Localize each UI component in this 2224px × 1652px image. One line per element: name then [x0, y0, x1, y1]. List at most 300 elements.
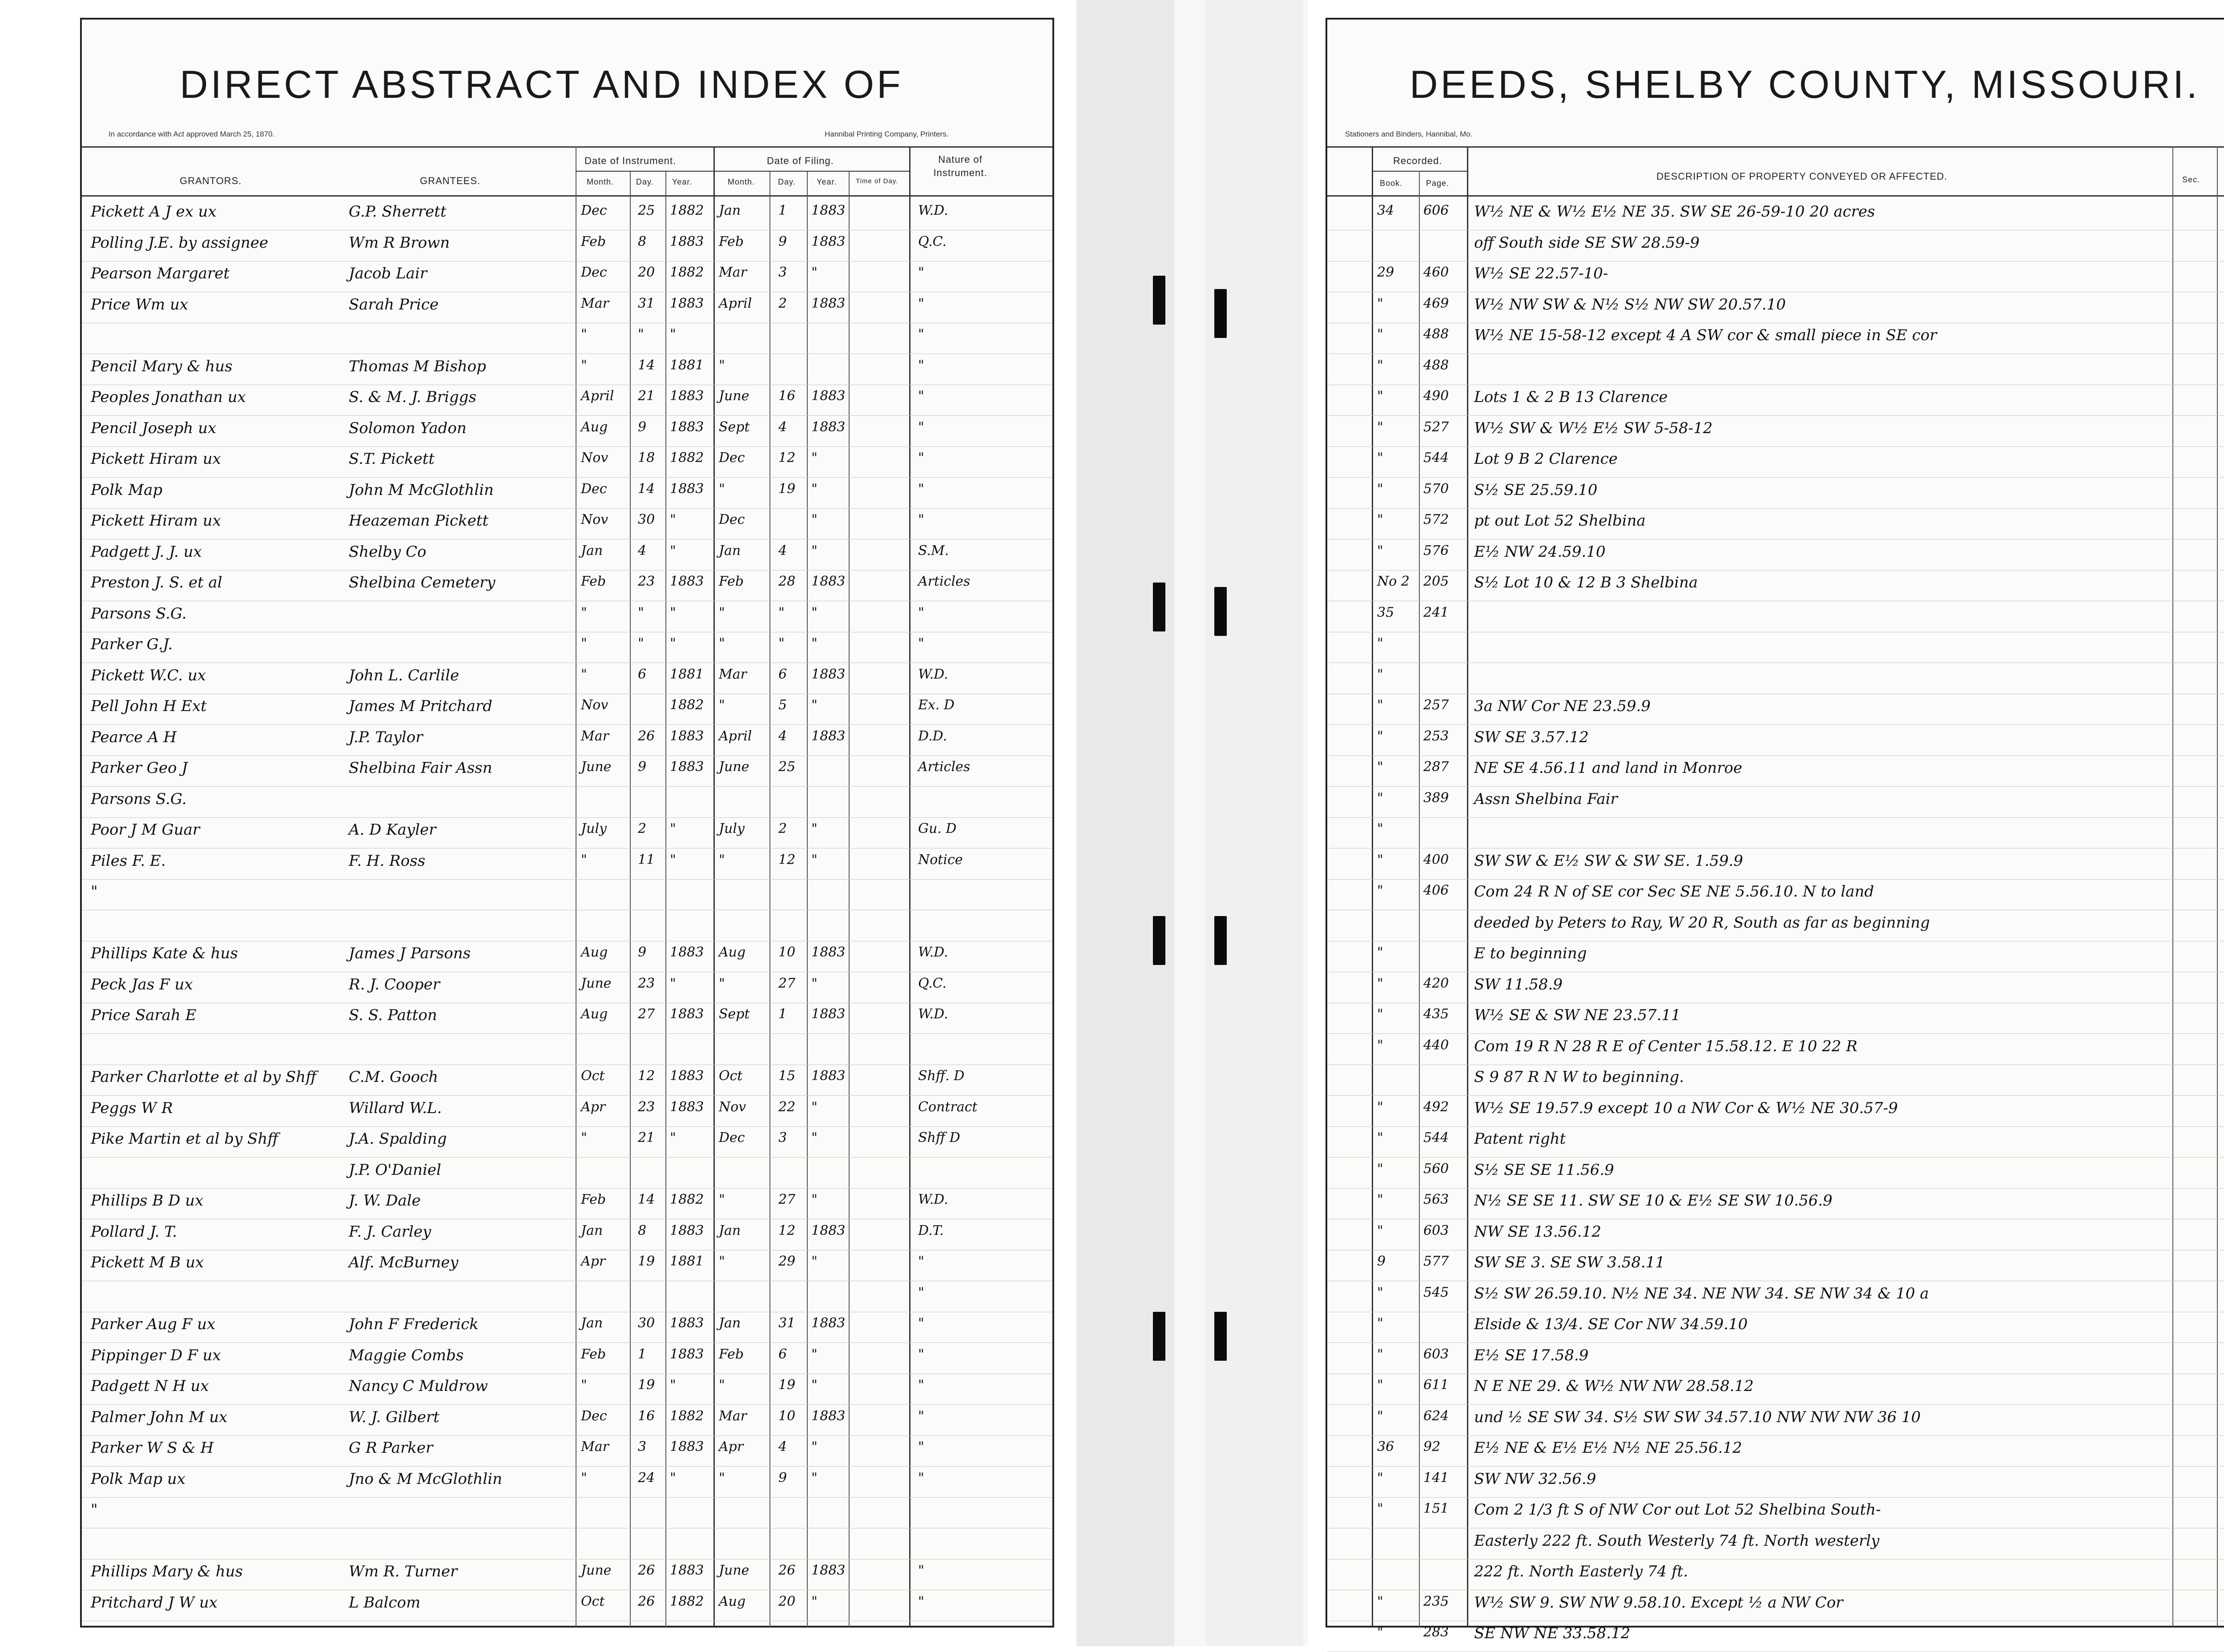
column-rule	[1419, 171, 1420, 1627]
grantees-header: GRANTEES.	[420, 175, 481, 186]
grantee-cell: L Balcom	[349, 1593, 421, 1612]
grantor-cell: Padgett N H ux	[91, 1377, 209, 1395]
grantor-cell: Pearce A H	[91, 728, 177, 746]
book-cell: "	[1377, 481, 1383, 497]
instrument-day-cell: 9	[638, 419, 647, 435]
instrument-day-cell: 27	[638, 1006, 655, 1022]
page-cell: 560	[1423, 1161, 1449, 1177]
instrument-year-cell: 1883	[670, 1006, 704, 1022]
filing-year-cell: "	[811, 852, 818, 868]
filing-year-cell: "	[811, 975, 818, 991]
instrument-month-cell: June	[581, 975, 612, 991]
header-rule	[82, 146, 1052, 148]
nature-cell: "	[918, 1254, 924, 1269]
description-cell: SW 11.58.9	[1474, 975, 1563, 993]
filing-day-cell: 12	[778, 852, 796, 868]
description-cell: W½ NE 15-58-12 except 4 A SW cor & small piece in SE cor	[1474, 326, 1937, 344]
instrument-month-cell: Apr	[581, 1254, 606, 1269]
ruled-line	[1327, 1126, 2224, 1127]
page-cell: 460	[1423, 265, 1449, 280]
filing-day-cell: 5	[778, 697, 787, 713]
ruled-line	[82, 1126, 1052, 1127]
filing-day-cell: 1	[778, 203, 787, 218]
page-cell: 606	[1423, 203, 1449, 218]
description-cell: E½ NE & E½ E½ N½ NE 25.56.12	[1474, 1439, 1742, 1457]
grantee-cell: Jacob Lair	[349, 265, 427, 282]
page-cell: 241	[1423, 604, 1449, 620]
nature-cell: W.D.	[918, 1192, 948, 1207]
instrument-day-cell: 9	[638, 759, 647, 775]
book-cell: "	[1377, 357, 1383, 373]
ruled-line	[1327, 1497, 2224, 1498]
binding-hole	[1214, 1312, 1227, 1361]
ruled-line	[1327, 1095, 2224, 1096]
grantor-cell: Pollard J. T.	[91, 1222, 177, 1241]
instrument-year-cell: "	[670, 604, 676, 620]
page-cell: 603	[1423, 1222, 1449, 1238]
book-cell: "	[1377, 1284, 1383, 1300]
page-cell: 527	[1423, 419, 1449, 435]
grantee-cell: Sarah Price	[349, 295, 439, 314]
nature-cell: D.T.	[918, 1222, 944, 1238]
description-cell: S½ Lot 10 & 12 B 3 Shelbina	[1474, 574, 1698, 591]
instrument-month-cell: Dec	[581, 203, 607, 218]
page-cell: 440	[1423, 1037, 1449, 1053]
grantor-cell: Pickett W.C. ux	[91, 666, 206, 684]
grantee-cell: R. J. Cooper	[349, 975, 440, 993]
filing-year-cell: "	[811, 1377, 818, 1393]
nature-cell: Articles	[918, 574, 971, 589]
description-cell: E½ SE 17.58.9	[1474, 1346, 1589, 1364]
gutter-shadow	[1076, 0, 1174, 1646]
description-cell: SE NW NE 33.58.12	[1474, 1624, 1631, 1642]
instrument-day-cell: 12	[638, 1068, 655, 1084]
filing-month-cell: "	[719, 1254, 725, 1269]
ruled-line	[1327, 1157, 2224, 1158]
grantor-cell: Pencil Joseph ux	[91, 419, 217, 437]
description-cell: Patent right	[1474, 1130, 1566, 1148]
instrument-day-cell: 14	[638, 481, 655, 497]
binding-hole	[1153, 1312, 1165, 1361]
book-cell: "	[1377, 450, 1383, 466]
instrument-month-cell: "	[581, 604, 587, 620]
instrument-day-cell: 9	[638, 945, 647, 960]
ruled-line	[82, 446, 1052, 447]
filing-month-cell: Sept	[719, 419, 750, 435]
instrument-year-cell: "	[670, 512, 676, 527]
book-cell: "	[1377, 1501, 1383, 1516]
book-cell: "	[1377, 512, 1383, 527]
filing-day-cell: 10	[778, 945, 796, 960]
book-cell: 29	[1377, 265, 1394, 280]
header-rule	[1327, 195, 2224, 197]
filing-day-cell: 28	[778, 574, 796, 589]
filing-year-cell: "	[811, 481, 818, 497]
instrument-day-cell: 26	[638, 1593, 655, 1609]
column-rule	[909, 146, 911, 1627]
instrument-month-cell: "	[581, 852, 587, 868]
filing-year-cell: 1883	[811, 666, 846, 682]
filing-day-cell: 25	[778, 759, 796, 775]
grantee-cell: Alf. McBurney	[349, 1254, 459, 1271]
instrument-year-cell: "	[670, 1377, 676, 1393]
filing-year-cell: 1883	[811, 419, 846, 435]
description-cell: SW SE 3. SE SW 3.58.11	[1474, 1254, 1665, 1271]
page-cell: 257	[1423, 697, 1449, 713]
filing-day-cell: 3	[778, 1130, 787, 1146]
grantee-cell: Solomon Yadon	[349, 419, 467, 437]
description-cell: W½ SE & SW NE 23.57.11	[1474, 1006, 1681, 1024]
instrument-month-cell: Oct	[581, 1068, 605, 1084]
filing-month-cell: Nov	[719, 1099, 746, 1115]
right-ledger-page	[1326, 18, 2224, 1642]
book-gutter	[1076, 0, 1308, 1646]
instrument-month-cell: Aug	[581, 1006, 608, 1022]
instrument-year-cell: 1882	[670, 203, 704, 218]
column-rule	[1372, 146, 1373, 1627]
description-cell: Lots 1 & 2 B 13 Clarence	[1474, 388, 1668, 406]
filing-year-cell: "	[811, 697, 818, 713]
ruled-line	[82, 1157, 1052, 1158]
instrument-month-cell: Mar	[581, 1439, 609, 1455]
ruled-line	[82, 1404, 1052, 1405]
header-rule	[576, 171, 909, 172]
description-cell: W½ NW SW & N½ S½ NW SW 20.57.10	[1474, 295, 1786, 314]
book-header: Book.	[1380, 179, 1403, 188]
column-rule	[630, 171, 631, 1627]
instrument-year-cell: 1881	[670, 1254, 704, 1269]
ruled-line	[1327, 879, 2224, 880]
filing-month-cell: Feb	[719, 233, 744, 249]
instrument-year-cell: "	[670, 821, 676, 836]
instrument-year-cell: "	[670, 1470, 676, 1486]
instrument-month-cell: Dec	[581, 481, 607, 497]
instrument-month-cell: Nov	[581, 450, 608, 466]
filing-day-cell: 6	[778, 1346, 787, 1362]
instrument-month-cell: Feb	[581, 574, 606, 589]
filing-day-cell: 4	[778, 543, 787, 559]
ruled-line	[82, 1497, 1052, 1498]
book-cell: "	[1377, 759, 1383, 775]
grantor-cell: Pickett M B ux	[91, 1254, 204, 1271]
instrument-day-cell: 11	[638, 852, 655, 868]
description-cell: S½ SW 26.59.10. N½ NE 34. NE NW 34. SE NW 34 & 10 a	[1474, 1284, 1929, 1302]
filing-year-cell: 1883	[811, 295, 846, 311]
instrument-month-cell: June	[581, 759, 612, 775]
column-rule	[2172, 146, 2173, 1627]
filing-day-cell: "	[778, 635, 785, 651]
instrument-month-cell: July	[581, 821, 607, 836]
instrument-year-cell: 1883	[670, 574, 704, 589]
page-cell: 420	[1423, 975, 1449, 991]
time-of-day-header: Time of Day.	[856, 177, 898, 185]
book-cell: "	[1377, 1470, 1383, 1486]
instrument-day-cell: 6	[638, 666, 647, 682]
instrument-month-cell: "	[581, 357, 587, 373]
instrument-day-cell: "	[638, 604, 644, 620]
filing-year-cell: "	[811, 635, 818, 651]
grantee-cell: J.P. Taylor	[349, 728, 423, 746]
grantee-cell: John L. Carlile	[349, 666, 459, 684]
filing-day-cell: 2	[778, 821, 787, 836]
filing-year-cell: "	[811, 265, 818, 280]
day-header: Day.	[636, 177, 654, 186]
description-cell: N½ SE SE 11. SW SE 10 & E½ SE SW 10.56.9	[1474, 1192, 1833, 1210]
grantor-cell: Parker Charlotte et al by Shff	[91, 1068, 317, 1086]
filing-day-cell: 29	[778, 1254, 796, 1269]
nature-cell: "	[918, 1563, 924, 1578]
instrument-year-cell: "	[670, 326, 676, 342]
grantor-cell: Pritchard J W ux	[91, 1593, 218, 1612]
book-cell: "	[1377, 1315, 1383, 1331]
stationers-note: Stationers and Binders, Hannibal, Mo.	[1345, 130, 1473, 138]
book-cell: "	[1377, 945, 1383, 960]
instrument-day-cell: 3	[638, 1439, 647, 1455]
grantor-cell: Pike Martin et al by Shff	[91, 1130, 278, 1148]
ruled-line	[82, 1466, 1052, 1467]
instrument-day-cell: 19	[638, 1377, 655, 1393]
description-cell: E½ NW 24.59.10	[1474, 543, 1606, 561]
date-of-filing-header: Date of Filing.	[767, 155, 834, 166]
grantor-cell: Pippinger D F ux	[91, 1346, 221, 1364]
instrument-year-cell: 1883	[670, 233, 704, 249]
ruled-line	[82, 817, 1052, 818]
instrument-year-cell: 1883	[670, 1563, 704, 1578]
book-cell: 36	[1377, 1439, 1394, 1455]
filing-month-cell: "	[719, 604, 725, 620]
book-cell: 34	[1377, 203, 1394, 218]
description-cell: Assn Shelbina Fair	[1474, 790, 1618, 808]
instrument-month-cell: Aug	[581, 945, 608, 960]
page-cell: 400	[1423, 852, 1449, 868]
book-cell: "	[1377, 388, 1383, 404]
book-cell: "	[1377, 1346, 1383, 1362]
ruled-line	[1327, 1033, 2224, 1034]
description-cell: Lot 9 B 2 Clarence	[1474, 450, 1618, 468]
grantor-cell: Price Wm ux	[91, 295, 189, 314]
description-cell: W½ SE 19.57.9 except 10 a NW Cor & W½ NE 30.57-9	[1474, 1099, 1898, 1117]
ruled-line	[1327, 786, 2224, 787]
binding-hole	[1153, 916, 1165, 965]
filing-year-cell: "	[811, 1346, 818, 1362]
instrument-day-cell: 19	[638, 1254, 655, 1269]
instrument-day-cell: 14	[638, 357, 655, 373]
instrument-month-cell: "	[581, 326, 587, 342]
filing-year-header: Year.	[817, 177, 837, 186]
instrument-year-cell: 1883	[670, 759, 704, 775]
description-cell: 222 ft. North Easterly 74 ft.	[1474, 1563, 1688, 1580]
grantee-cell: G.P. Sherrett	[349, 203, 447, 221]
ruled-line	[1327, 1404, 2224, 1405]
nature-cell: "	[918, 388, 924, 404]
book-cell: "	[1377, 419, 1383, 435]
act-note: In accordance with Act approved March 25, 1870.	[109, 130, 275, 138]
filing-month-cell: Jan	[719, 543, 741, 559]
instrument-day-cell: "	[638, 635, 644, 651]
instrument-year-cell: 1883	[670, 1439, 704, 1455]
instrument-month-cell: "	[581, 1130, 587, 1146]
page-cell: 287	[1423, 759, 1449, 775]
grantor-cell: Phillips Mary & hus	[91, 1563, 243, 1580]
book-cell: "	[1377, 1593, 1383, 1609]
filing-year-cell: "	[811, 1192, 818, 1207]
instrument-year-cell: 1882	[670, 1192, 704, 1207]
filing-month-cell: June	[719, 388, 749, 404]
grantee-cell: C.M. Gooch	[349, 1068, 439, 1086]
instrument-month-cell: Dec	[581, 265, 607, 280]
instrument-month-cell: Nov	[581, 512, 608, 527]
nature-cell: Q.C.	[918, 975, 947, 991]
instrument-month-cell: Aug	[581, 419, 608, 435]
page-cell: 577	[1423, 1254, 1449, 1269]
filing-year-cell: "	[811, 543, 818, 559]
filing-year-cell: "	[811, 1254, 818, 1269]
nature-cell: "	[918, 635, 924, 651]
page-cell: 570	[1423, 481, 1449, 497]
grantee-cell: F. H. Ross	[349, 852, 426, 870]
description-cell: W½ NE & W½ E½ NE 35. SW SE 26-59-10 20 acres	[1474, 203, 1875, 221]
filing-year-cell: 1883	[811, 1563, 846, 1578]
description-cell: SW SE 3.57.12	[1474, 728, 1589, 746]
ruled-line	[1327, 415, 2224, 416]
page-cell: 544	[1423, 1130, 1449, 1146]
instrument-year-cell: 1883	[670, 1068, 704, 1084]
instrument-month-cell: Feb	[581, 1192, 606, 1207]
filing-month-cell: "	[719, 975, 725, 991]
filing-year-cell: "	[811, 821, 818, 836]
instrument-day-cell: 23	[638, 1099, 655, 1115]
page-cell: 205	[1423, 574, 1449, 589]
nature-cell: "	[918, 419, 924, 435]
grantee-cell: J. W. Dale	[349, 1192, 421, 1210]
instrument-day-cell: 24	[638, 1470, 655, 1486]
grantor-cell: Padgett J. J. ux	[91, 543, 202, 561]
instrument-year-cell: 1881	[670, 357, 704, 373]
filing-year-cell: 1883	[811, 1006, 846, 1022]
filing-year-cell: 1883	[811, 1315, 846, 1331]
page-cell: 141	[1423, 1470, 1449, 1486]
description-cell: E to beginning	[1474, 945, 1587, 962]
description-cell: NW SE 13.56.12	[1474, 1222, 1601, 1241]
binding-hole	[1153, 276, 1165, 325]
ruled-line	[1327, 817, 2224, 818]
filing-year-cell: 1883	[811, 388, 846, 404]
instrument-month-cell: Apr	[581, 1099, 606, 1115]
instrument-month-cell: "	[581, 1470, 587, 1486]
filing-month-cell: Feb	[719, 1346, 744, 1362]
instrument-year-cell: 1881	[670, 666, 704, 682]
description-cell: Elside & 13/4. SE Cor NW 34.59.10	[1474, 1315, 1748, 1333]
month-header: Month.	[587, 177, 614, 186]
grantor-cell: Peoples Jonathan ux	[91, 388, 246, 406]
page-cell: 469	[1423, 295, 1449, 311]
ruled-line	[82, 1033, 1052, 1034]
page-header: Page.	[1426, 179, 1450, 188]
book-cell: "	[1377, 697, 1383, 713]
instrument-year-cell: 1883	[670, 1099, 704, 1115]
grantor-cell: Pickett Hiram ux	[91, 450, 221, 468]
filing-year-cell: 1883	[811, 728, 846, 744]
instrument-month-cell: Mar	[581, 295, 609, 311]
grantor-cell: Parker W S & H	[91, 1439, 214, 1457]
book-cell: "	[1377, 1161, 1383, 1177]
nature-cell: W.D.	[918, 666, 948, 682]
grantor-cell: Pickett A J ex ux	[91, 203, 217, 221]
description-cell: pt out Lot 52 Shelbina	[1474, 512, 1646, 530]
nature-cell: "	[918, 1470, 924, 1486]
ruled-line	[82, 724, 1052, 725]
grantor-cell: Polk Map	[91, 481, 163, 499]
page-cell: 235	[1423, 1593, 1449, 1609]
grantee-cell: Shelbina Fair Assn	[349, 759, 492, 777]
book-cell: "	[1377, 1037, 1383, 1053]
book-cell: "	[1377, 1099, 1383, 1115]
instrument-year-cell: 1882	[670, 265, 704, 280]
grantor-cell: Parsons S.G.	[91, 604, 187, 623]
description-cell: W½ SE 22.57-10-	[1474, 265, 1608, 282]
page-cell: 490	[1423, 388, 1449, 404]
ruled-line	[82, 570, 1052, 571]
filing-day-cell: 4	[778, 728, 787, 744]
column-rule	[849, 171, 850, 1627]
nature-cell: "	[918, 357, 924, 373]
instrument-day-cell: 4	[638, 543, 647, 559]
binding-hole	[1214, 289, 1227, 338]
column-rule	[2217, 146, 2218, 1627]
filing-month-cell: July	[719, 821, 745, 836]
instrument-year-cell: 1883	[670, 295, 704, 311]
grantee-cell: Nancy C Muldrow	[349, 1377, 488, 1395]
filing-day-cell: 15	[778, 1068, 796, 1084]
page-cell: 435	[1423, 1006, 1449, 1022]
page-cell: 611	[1423, 1377, 1449, 1393]
grantee-cell: A. D Kayler	[349, 821, 436, 839]
left-ledger-page	[80, 18, 1054, 1628]
binding-hole	[1214, 587, 1227, 636]
filing-day-cell: 9	[778, 1470, 787, 1486]
nature-cell: "	[918, 1284, 924, 1300]
nature-cell: "	[918, 1408, 924, 1424]
description-cell: NE SE 4.56.11 and land in Monroe	[1474, 759, 1742, 777]
book-cell: "	[1377, 543, 1383, 559]
filing-year-cell: "	[811, 512, 818, 527]
filing-year-cell: 1883	[811, 1222, 846, 1238]
filing-month-cell: June	[719, 1563, 749, 1578]
ruled-line	[82, 786, 1052, 787]
nature-cell: "	[918, 326, 924, 342]
filing-month-cell: Aug	[719, 945, 746, 960]
instrument-day-cell: "	[638, 326, 644, 342]
instrument-day-cell: 23	[638, 975, 655, 991]
grantor-cell: Pickett Hiram ux	[91, 512, 221, 530]
nature-cell: Ex. D	[918, 697, 955, 713]
book-cell: "	[1377, 1408, 1383, 1424]
nature-cell: "	[918, 265, 924, 280]
page-cell: 545	[1423, 1284, 1449, 1300]
description-cell: Com 19 R N 28 R E of Center 15.58.12. E 10 22 R	[1474, 1037, 1857, 1055]
date-of-instrument-header: Date of Instrument.	[584, 155, 677, 166]
instrument-year-cell: "	[670, 852, 676, 868]
nature-cell: "	[918, 450, 924, 466]
nature-cell: "	[918, 1439, 924, 1455]
page-cell: 624	[1423, 1408, 1449, 1424]
filing-month-cell: Jan	[719, 203, 741, 218]
description-cell: SW NW 32.56.9	[1474, 1470, 1596, 1488]
instrument-year-cell: 1882	[670, 1593, 704, 1609]
filing-day-cell: 20	[778, 1593, 796, 1609]
ruled-line	[82, 1095, 1052, 1096]
grantee-cell: James M Pritchard	[349, 697, 493, 715]
